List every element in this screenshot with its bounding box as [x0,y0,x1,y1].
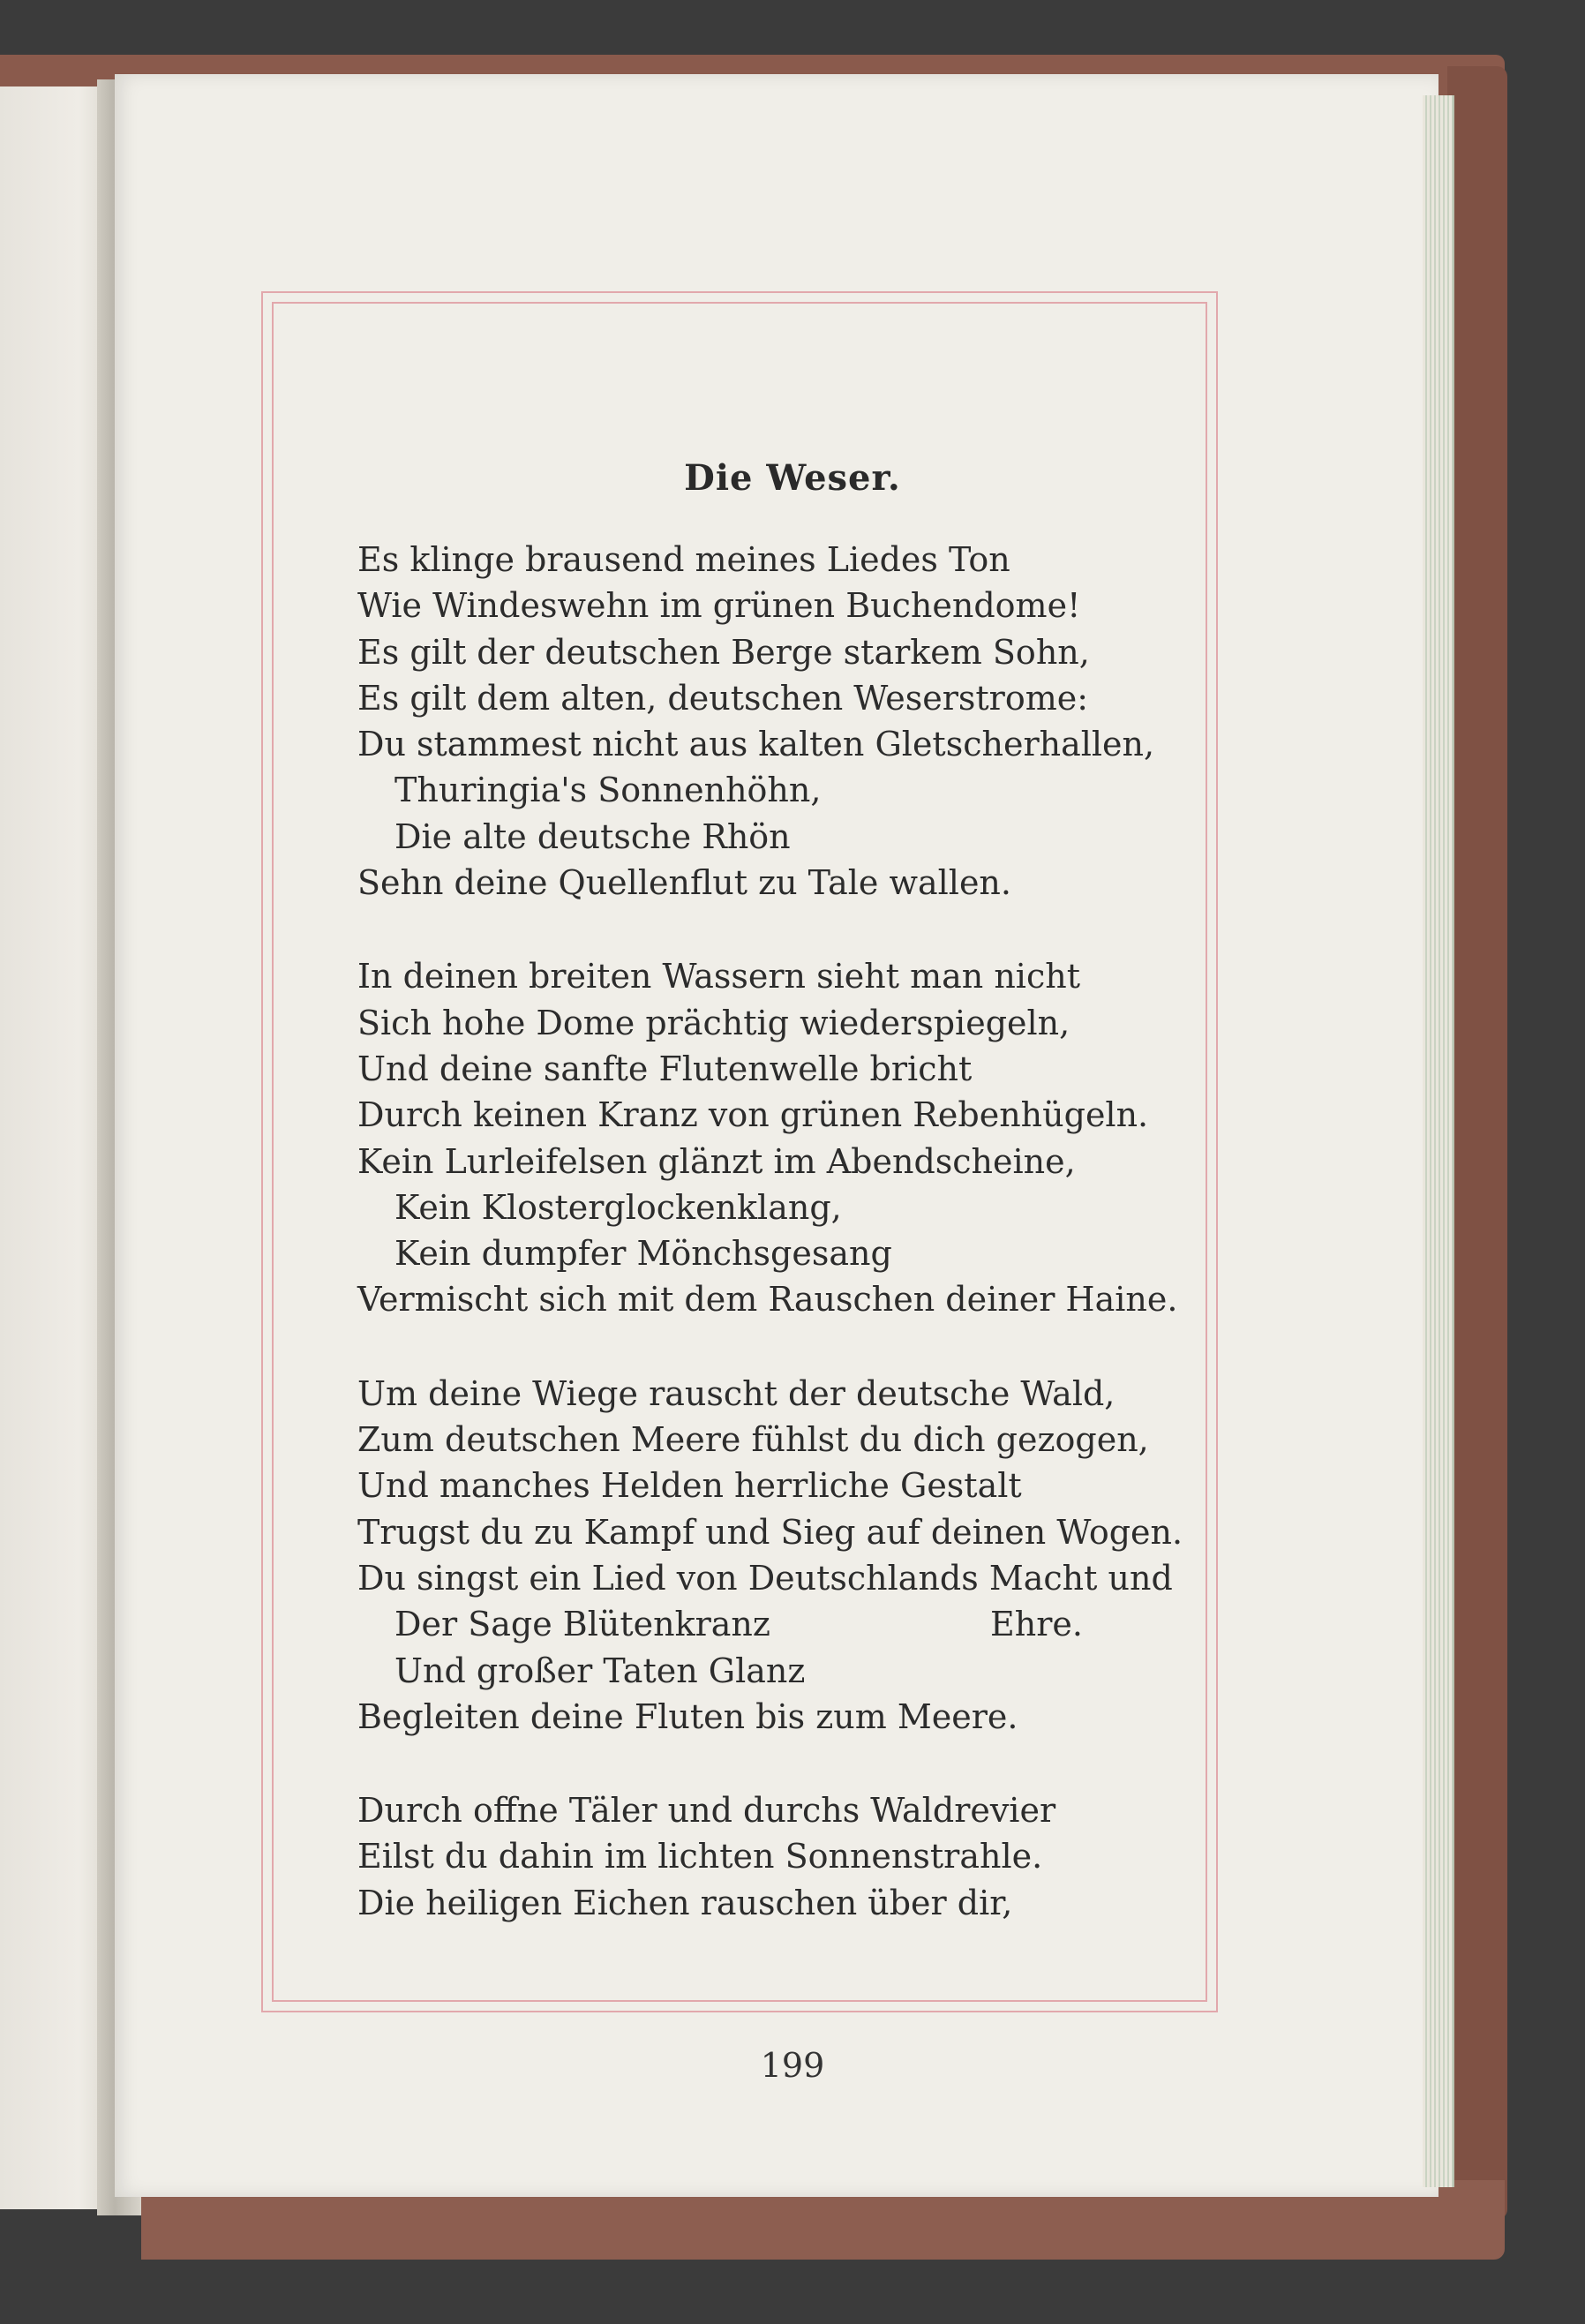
poem-line-text: Trugst du zu Kampf und Sieg auf deinen Wogen. [357,1512,1183,1552]
poem-line-text: Begleiten deine Fluten bis zum Meere. [357,1696,1018,1736]
poem-line-text: Du stammest nicht aus kalten Gletscherhallen, [357,725,1155,764]
poem-line [357,1230,1205,1276]
poem-line [357,1463,1205,1508]
poem-line [357,1555,1205,1601]
poem-line [357,1417,1205,1463]
poem-line-text: Es gilt der deutschen Berge starkem Sohn, [357,632,1090,672]
page-edges [1423,95,1454,2187]
poem-line-text: In deinen breiten Wassern sieht man nicht [357,957,1080,997]
poem-line [357,537,1205,583]
poem-line-text: Und manches Helden herrliche Gestalt [357,1466,1022,1506]
poem-line-text: Kein dumpfer Mönchsgesang [394,1234,892,1274]
poem-line [357,1185,1205,1230]
poem-line-text: Thuringia's Sonnenhöhn, [394,771,822,810]
poem-line-text: Der Sage Blütenkranz [394,1605,770,1644]
poem-title: Die Weser. [684,457,901,499]
poem-line-text: Kein Lurleifelsen glänzt im Abendscheine, [357,1141,1076,1181]
poem-line-text: Kein Klosterglockenklang, [394,1187,842,1227]
poem-body [357,537,1205,1926]
poem-line [357,1092,1205,1138]
poem-line-text: Zum deutschen Meere fühlst du dich gezogen, [357,1420,1149,1460]
poem-line-text: Und deine sanfte Flutenwelle bricht [357,1049,973,1088]
poem-line-text: Die heiligen Eichen rauschen über dir, [357,1883,1013,1922]
poem-line [357,1276,1205,1322]
poem-line [357,1139,1205,1185]
stanza-gap [357,1740,1205,1787]
poem-line-text: Die alte deutsche Rhön [394,816,791,856]
poem-line [357,1371,1205,1417]
stanza-gap [357,1323,1205,1371]
poem-line-tail: Ehre. [990,1605,1083,1644]
poem-line [357,860,1205,906]
poem-line [357,1601,1205,1647]
page-number: 199 [760,2046,825,2085]
poem-line-text: Um deine Wiege rauscht der deutsche Wald, [357,1373,1116,1413]
poem-line [357,767,1205,813]
poem-line [357,1046,1205,1092]
poem-line-text: Und großer Taten Glanz [394,1651,806,1690]
poem-line-text: Vermischt sich mit dem Rauschen deiner Haine. [357,1280,1178,1320]
poem-line-text: Eilst du dahin im lichten Sonnenstrahle. [357,1837,1043,1876]
poem-line-text: Sich hohe Dome prächtig wiederspiegeln, [357,1003,1070,1042]
poem-line-text: Durch keinen Kranz von grünen Rebenhügeln. [357,1095,1149,1135]
poem-line [357,1833,1205,1879]
poem-line-text: Wie Windeswehn im grünen Buchendome! [357,586,1081,626]
poem-line [357,953,1205,999]
poem-line [357,1648,1205,1694]
poem-line [357,583,1205,628]
poem-line [357,1694,1205,1740]
stanza-gap [357,906,1205,953]
poem-line [357,629,1205,675]
poem-line [357,814,1205,860]
poem-line [357,675,1205,721]
poem-line-text: Sehn deine Quellenflut zu Tale wallen. [357,863,1011,903]
poem-line-text: Es gilt dem alten, deutschen Weserstrome: [357,678,1089,718]
poem-line-text: Durch offne Täler und durchs Waldrevier [357,1791,1056,1831]
poem-line [357,1880,1205,1926]
poem-line [357,1000,1205,1046]
book-cover-right-edge [1447,66,1507,2220]
poem-line-text: Du singst ein Lied von Deutschlands Macht und [357,1558,1173,1598]
left-page-sliver [0,86,113,2209]
poem-line [357,1787,1205,1833]
poem-line [357,1509,1205,1555]
poem-line-text: Es klinge brausend meines Liedes Ton [357,540,1010,579]
poem-line [357,721,1205,767]
